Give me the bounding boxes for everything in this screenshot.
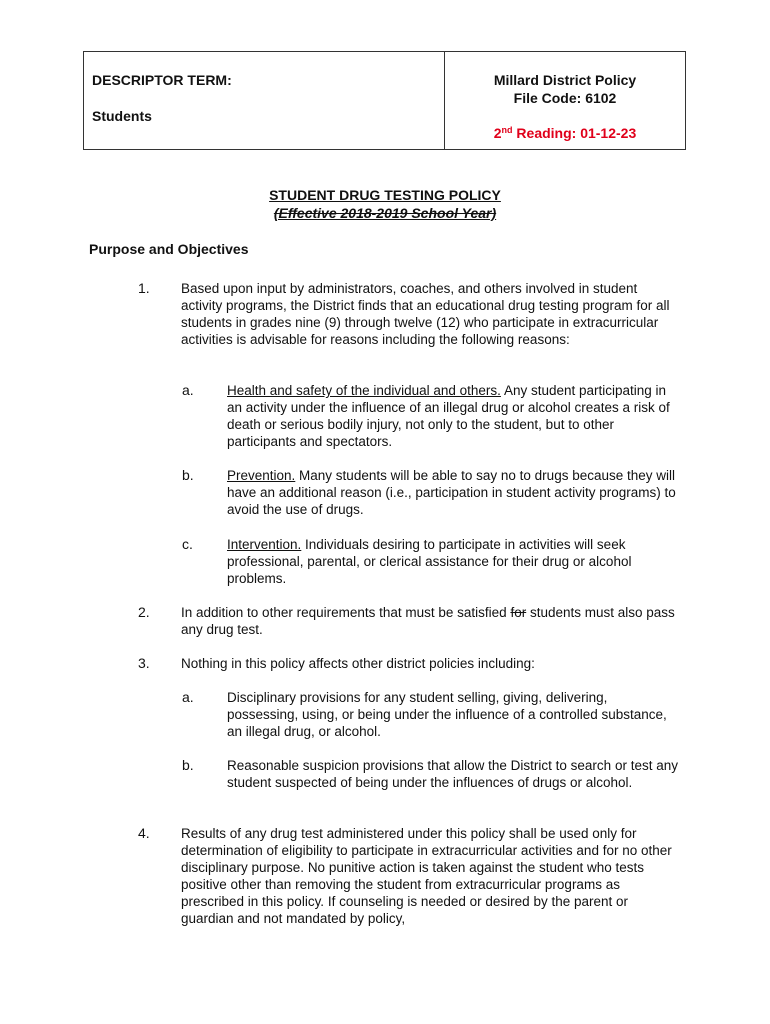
item-number: 3. — [138, 655, 150, 671]
sub-item-body: Any student participating in an activity under the influence of an illegal drug or alcohol creates a risk of death or serious bodily injury, not only to the student, but to other participants and spectators. — [227, 383, 670, 450]
item-text: Based upon input by administrators, coaches, and others involved in student activity programs, the District finds that an educational drug testing program for all students in grades nine (9) through twelve (12) who participate in extracurricular activities is advisable for reasons including the following reasons: — [181, 281, 670, 348]
policy-header-box — [83, 51, 686, 150]
policy-title: STUDENT DRUG TESTING POLICY — [269, 187, 501, 203]
sub-item-body: Many students will be able to say no to drugs because they will have an additional reason (i.e., participation in student activity programs) to avoid the use of drugs. — [227, 468, 676, 518]
item-text: Results of any drug test administered under this policy shall be used only for determination of eligibility to participate in extracurricular activities and for no other disciplinary purpose. No punitive action is taken against the student who tests positive other than removing the student from extracurricular programs as prescribed in this policy. If counseling is needed or desired by the parent or guardian and not mandated by policy, — [181, 826, 672, 927]
sub-item-letter: b. — [182, 467, 194, 483]
reading-date — [445, 124, 685, 142]
descriptor-value: Students — [92, 108, 152, 124]
sub-item-letter: a. — [182, 382, 194, 398]
sub-item-letter: c. — [182, 536, 193, 552]
item-text — [181, 604, 676, 638]
sub-item-title: Prevention. — [227, 468, 296, 483]
reading-text: Reading: 01-12-23 — [512, 125, 637, 141]
section-heading: Purpose and Objectives — [89, 241, 249, 257]
sub-item-title: Health and safety of the individual and others. — [227, 383, 501, 398]
item-text: Nothing in this policy affects other district policies including: — [181, 656, 535, 671]
file-code: File Code: 6102 — [513, 90, 617, 106]
sub-item-letter: a. — [182, 689, 194, 705]
reading-ordinal: 2 — [493, 125, 502, 141]
policy-effective-date: (Effective 2018-2019 School Year) — [273, 205, 497, 221]
item-number: 1. — [138, 280, 150, 296]
descriptor-label: DESCRIPTOR TERM: — [92, 72, 232, 88]
item-number: 2. — [138, 604, 150, 620]
sub-item-text — [227, 467, 679, 518]
sub-item-text: Disciplinary provisions for any student selling, giving, delivering, possessing, using, or being under the influence of a controlled substance, an illegal drug, or alcohol. — [227, 690, 667, 740]
reading-suffix: nd — [501, 125, 513, 135]
sub-item-text — [227, 536, 679, 587]
item-text-before: In addition to other requirements that must be satisfied — [181, 605, 511, 620]
sub-item-text — [227, 382, 679, 450]
item-text-struck: for — [510, 605, 527, 620]
item-number: 4. — [138, 825, 150, 841]
sub-item-letter: b. — [182, 757, 194, 773]
sub-item-title: Intervention. — [227, 537, 302, 552]
sub-item-text: Reasonable suspicion provisions that allow the District to search or test any student suspected of being under the influences of drugs or alcohol. — [227, 758, 678, 791]
item-text-after: students must also pass any drug test. — [181, 605, 675, 638]
sub-item-body: Individuals desiring to participate in activities will seek professional, parental, or clerical assistance for their drug or alcohol problems. — [227, 537, 632, 587]
policy-name: Millard District Policy — [493, 72, 637, 88]
